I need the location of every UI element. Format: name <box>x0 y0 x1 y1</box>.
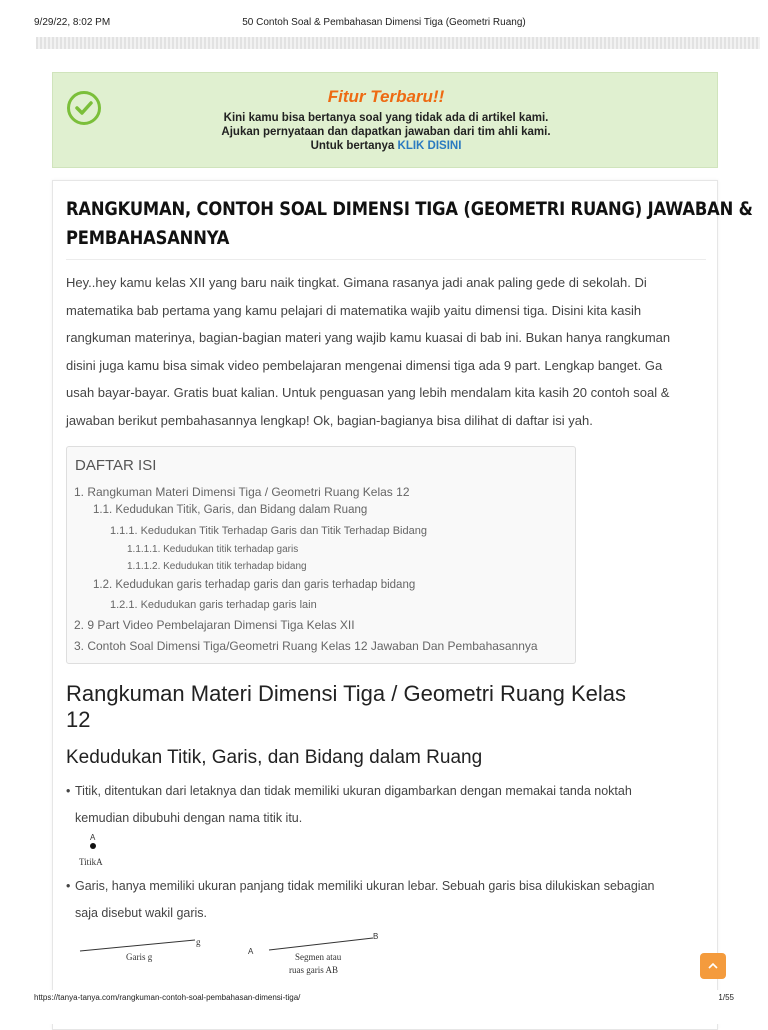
section-heading-line-1: Rangkuman Materi Dimensi Tiga / Geometri Ruang Kelas <box>66 681 627 706</box>
segment-end-label: B <box>373 932 379 941</box>
point-dot-figure <box>89 841 99 851</box>
bullet-line: Titik, ditentukan dari letaknya dan tidak memiliki ukuran digambarkan dengan memakai tanda noktah <box>75 784 632 798</box>
segment-caption-2: ruas garis AB <box>289 965 338 975</box>
line-g-label: g <box>196 937 201 947</box>
site-nav-bar <box>36 37 760 49</box>
point-caption: TitikA <box>79 857 103 867</box>
intro-line: Hey..hey kamu kelas XII yang baru naik tingkat. Gimana rasanya jadi anak paling gede di sekolah. Di <box>66 275 647 290</box>
table-of-contents <box>66 446 576 664</box>
intro-line: matematika bab pertama yang kamu pelajari di matematika wajib yaitu dimensi tiga. Disini kita kasih <box>66 302 642 318</box>
notice-line-3-prefix: Untuk bertanya <box>310 140 398 152</box>
bullet-line: saja disebut wakil garis. <box>75 906 208 920</box>
print-footer <box>0 990 768 1024</box>
notice-line-1: Kini kamu bisa bertanya soal yang tidak ada di artikel kami. <box>223 112 549 124</box>
point-label: A <box>90 833 96 842</box>
toc-item[interactable]: 1.1.1. Kedudukan Titik Terhadap Garis dan Titik Terhadap Bidang <box>110 525 427 537</box>
print-date: 9/29/22, 8:02 PM <box>34 17 111 28</box>
chevron-up-icon <box>708 962 718 970</box>
intro-line: jawaban berikut pembahasannya lengkap! Ok, bagian-bagianya bisa dilihat di daftar isi yah. <box>66 412 593 428</box>
notice-line-3 <box>53 140 719 152</box>
toc-item[interactable]: 3. Contoh Soal Dimensi Tiga/Geometri Ruang Kelas 12 Jawaban Dan Pembahasannya <box>74 639 538 653</box>
toc-item[interactable]: 1.2.1. Kedudukan garis terhadap garis lain <box>110 599 317 611</box>
article-intro <box>66 269 706 434</box>
toc-item[interactable]: 1.1.1.1. Kedudukan titik terhadap garis <box>127 544 299 555</box>
toc-title: DAFTAR ISI <box>75 457 157 474</box>
notice-line-2: Ajukan pernyataan dan dapatkan jawaban dari tim ahli kami. <box>221 126 551 138</box>
article-heading-line-1: RANGKUMAN, CONTOH SOAL DIMENSI TIGA (GEOMETRI RUANG) JAWABAN & <box>66 198 753 220</box>
article-heading-line-2: PEMBAHASANNYA <box>66 227 230 249</box>
print-page-title: 50 Contoh Soal & Pembahasan Dimensi Tiga (Geometri Ruang) <box>242 17 526 28</box>
klik-disini-link[interactable]: KLIK DISINI <box>397 140 462 152</box>
bullet-line: kemudian dibubuhi dengan nama titik itu. <box>75 811 303 825</box>
bullet-dot-icon: • <box>66 784 71 798</box>
section-heading-line-2: 12 <box>66 707 91 732</box>
bullet-dot-icon: • <box>66 879 71 893</box>
print-url: https://tanya-tanya.com/rangkuman-contoh-soal-pembahasan-dimensi-tiga/ <box>34 993 301 1002</box>
segment-caption-1: Segmen atau <box>295 952 342 962</box>
toc-item[interactable]: 1.1. Kedudukan Titik, Garis, dan Bidang dalam Ruang <box>93 504 368 516</box>
print-page-number: 1/55 <box>718 993 734 1002</box>
notice-title: Fitur Terbaru!! <box>327 87 445 106</box>
subsection-heading: Kedudukan Titik, Garis, dan Bidang dalam Ruang <box>66 747 483 768</box>
toc-item[interactable]: 1.2. Kedudukan garis terhadap garis dan garis terhadap bidang <box>93 579 416 591</box>
list-item <box>66 778 705 832</box>
print-header <box>0 0 768 34</box>
intro-line: rangkuman materinya, bagian-bagian materi yang wajib kamu kuasai di bab ini. Bukan hanya rangkuman <box>66 330 671 345</box>
toc-item[interactable]: 1.1.1.2. Kedudukan titik terhadap bidang <box>127 561 307 572</box>
scroll-to-top-button[interactable] <box>700 953 726 979</box>
toc-item[interactable]: 2. 9 Part Video Pembelajaran Dimensi Tiga Kelas XII <box>74 618 355 632</box>
heading-divider <box>66 259 706 260</box>
intro-line: usah bayar-bayar. Gratis buat kalian. Untuk penguasan yang lebih mendalam kita kasih 20 contoh soal & <box>66 385 670 400</box>
section-heading <box>66 681 706 733</box>
toc-item[interactable]: 1. Rangkuman Materi Dimensi Tiga / Geometri Ruang Kelas 12 <box>74 485 410 499</box>
intro-line: disini juga kamu bisa simak video pembelajaran mengenai dimensi tiga ada 9 part. Lengkap banget. Ga <box>66 357 663 373</box>
article-heading <box>66 195 753 253</box>
new-feature-notice <box>52 72 718 168</box>
segment-start-label: A <box>248 947 254 956</box>
line-g-caption: Garis g <box>126 952 153 962</box>
list-item <box>66 873 705 927</box>
bullet-line: Garis, hanya memiliki ukuran panjang tidak memiliki ukuran lebar. Sebuah garis bisa dilukiskan sebagian <box>75 879 655 893</box>
